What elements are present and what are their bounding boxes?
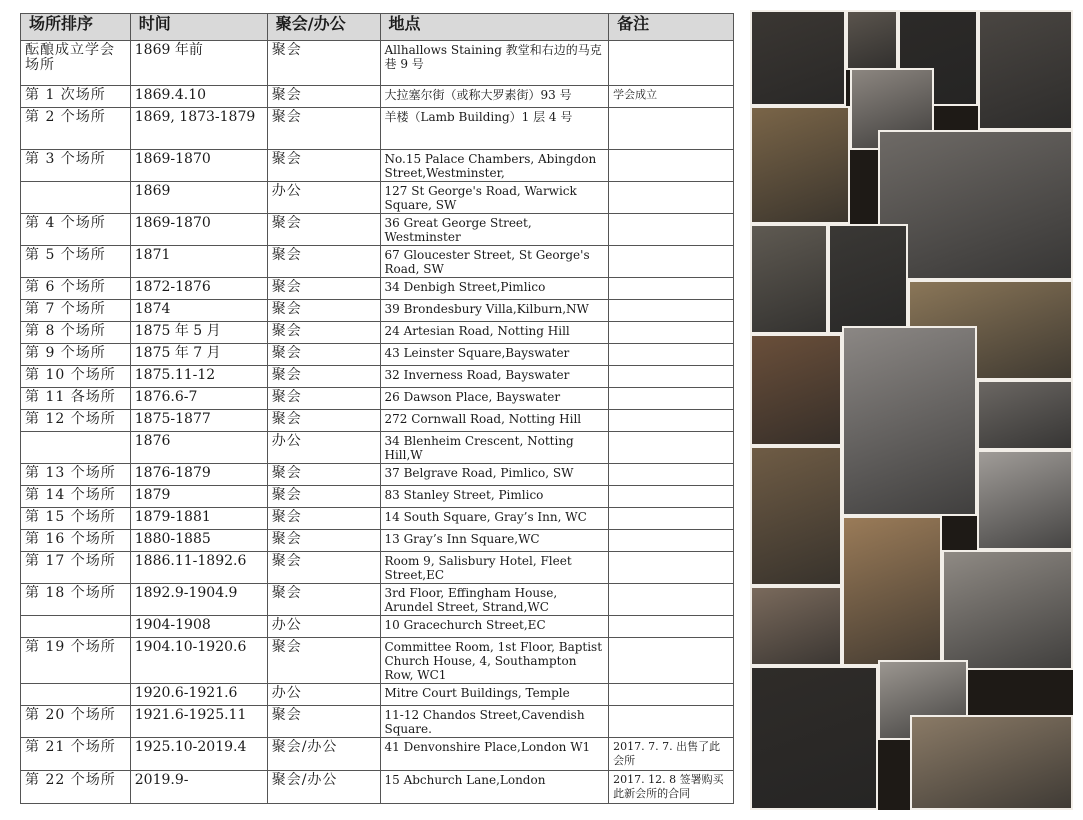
cell-note: 2017. 12. 8 签署购买此新会所的合同 [609,771,734,804]
cell-address: 43 Leinster Square,Bayswater [380,344,609,366]
table-row [21,41,734,86]
cell-time: 1876 [130,432,267,464]
cell-address: Allhallows Staining 教堂和右边的马克巷 9 号 [380,41,609,86]
table-row [21,771,734,804]
cell-order: 第 19 个场所 [21,638,131,684]
cell-time: 1869 [130,182,267,214]
sepia-street-photo [750,446,842,586]
cell-address: 10 Gracechurch Street,EC [380,616,609,638]
cell-kind: 办公 [267,616,380,638]
cell-note [609,300,734,322]
cell-note [609,344,734,366]
cell-note [609,410,734,432]
table-row [21,738,734,771]
cell-order: 第 4 个场所 [21,214,131,246]
cell-time: 1904.10-1920.6 [130,638,267,684]
cell-order: 第 6 个场所 [21,278,131,300]
brick-building-painting [750,334,842,446]
cell-kind: 聚会 [267,41,380,86]
header-kind: 聚会/办公 [267,14,380,41]
cell-kind: 聚会 [267,150,380,182]
cell-note: 学会成立 [609,86,734,108]
cell-kind: 聚会 [267,584,380,616]
terrace-street-photo [977,380,1073,450]
cell-address: 24 Artesian Road, Notting Hill [380,322,609,344]
photo-collage [750,10,1073,810]
cell-kind: 聚会 [267,108,380,150]
cell-time: 1871 [130,246,267,278]
hall-interior-photo [977,450,1073,550]
cell-note [609,182,734,214]
cell-kind: 聚会 [267,246,380,278]
cell-note [609,584,734,616]
cell-note [609,638,734,684]
cell-kind: 聚会 [267,300,380,322]
cell-kind: 办公 [267,432,380,464]
cell-address: 大拉塞尔街（或称大罗素街）93 号 [380,86,609,108]
cell-kind: 聚会 [267,508,380,530]
cell-time: 1875 年 5 月 [130,322,267,344]
cell-kind: 聚会 [267,486,380,508]
cell-note [609,366,734,388]
cell-time: 1874 [130,300,267,322]
cell-note [609,508,734,530]
cell-time: 1880-1885 [130,530,267,552]
cell-kind: 聚会 [267,388,380,410]
library-reading-room-photo [978,10,1073,130]
header-address: 地点 [380,14,609,41]
table-row [21,616,734,638]
meeting-room-photo [942,550,1073,670]
cell-kind: 聚会 [267,530,380,552]
cell-time: 1920.6-1921.6 [130,684,267,706]
cell-order: 第 12 个场所 [21,410,131,432]
cell-address: 272 Cornwall Road, Notting Hill [380,410,609,432]
table-header-row [21,14,734,41]
cell-address: 34 Blenheim Crescent, Notting Hill,W [380,432,609,464]
table-row [21,182,734,214]
cell-note [609,486,734,508]
cell-time: 1892.9-1904.9 [130,584,267,616]
cell-order: 第 11 各场所 [21,388,131,410]
cell-address: 3rd Floor, Effingham House, Arundel Street, Strand,WC [380,584,609,616]
table-row [21,552,734,584]
cell-order: 第 13 个场所 [21,464,131,486]
cell-time: 1869-1870 [130,214,267,246]
cell-note [609,552,734,584]
table-row [21,508,734,530]
cell-order: 第 9 个场所 [21,344,131,366]
cell-kind: 聚会 [267,366,380,388]
cell-order: 第 8 个场所 [21,322,131,344]
cell-address: 14 South Square, Gray’s Inn, WC [380,508,609,530]
table-row [21,344,734,366]
cell-kind: 聚会 [267,278,380,300]
cell-time: 1921.6-1925.11 [130,706,267,738]
cell-note [609,108,734,150]
cell-address: 83 Stanley Street, Pimlico [380,486,609,508]
cell-order: 第 20 个场所 [21,706,131,738]
cell-time: 1869 年前 [130,41,267,86]
cell-address: 39 Brondesbury Villa,Kilburn,NW [380,300,609,322]
cell-address: Mitre Court Buildings, Temple [380,684,609,706]
cell-note [609,322,734,344]
cell-kind: 聚会 [267,322,380,344]
cell-note [609,706,734,738]
cell-address: Committee Room, 1st Floor, Baptist Church House, 4, Southampton Row, WC1 [380,638,609,684]
cell-time: 1879 [130,486,267,508]
table-row [21,432,734,464]
cell-address: 36 Great George Street, Westminster [380,214,609,246]
cell-order [21,684,131,706]
cell-time: 1904-1908 [130,616,267,638]
portrait-bust-photo [846,10,898,70]
cell-address: 11-12 Chandos Street,Cavendish Square. [380,706,609,738]
cell-time: 2019.9- [130,771,267,804]
reading-room-color-photo [750,586,842,666]
table-row [21,584,734,616]
cell-address: 127 St George's Road, Warwick Square, SW [380,182,609,214]
cell-note [609,684,734,706]
cell-kind: 聚会/办公 [267,738,380,771]
bookshop-sepia-photo [910,715,1073,810]
cell-order: 第 7 个场所 [21,300,131,322]
cell-address: 34 Denbigh Street,Pimlico [380,278,609,300]
table-row [21,464,734,486]
cell-order: 第 1 次场所 [21,86,131,108]
cell-order: 第 16 个场所 [21,530,131,552]
cell-address: 67 Gloucester Street, St George's Road, SW [380,246,609,278]
cell-time: 1886.11-1892.6 [130,552,267,584]
table-row [21,706,734,738]
table-row [21,388,734,410]
cell-order: 第 22 个场所 [21,771,131,804]
cell-note [609,278,734,300]
office-block-color-photo [842,516,942,666]
header-time: 时间 [130,14,267,41]
cell-time: 1875 年 7 月 [130,344,267,366]
cell-address: 26 Dawson Place, Bayswater [380,388,609,410]
table-row [21,246,734,278]
cell-note: 2017. 7. 7. 出售了此会所 [609,738,734,771]
table-row [21,214,734,246]
cell-time: 1869, 1873-1879 [130,108,267,150]
cell-note [609,530,734,552]
cell-kind: 办公 [267,182,380,214]
table-row [21,638,734,684]
venue-table [20,13,734,804]
cell-order: 第 5 个场所 [21,246,131,278]
cell-kind: 聚会 [267,214,380,246]
table-row [21,684,734,706]
cell-note [609,432,734,464]
table-body [21,41,734,804]
cell-kind: 聚会 [267,706,380,738]
cell-order [21,432,131,464]
cell-address: 13 Gray’s Inn Square,WC [380,530,609,552]
cell-time: 1925.10-2019.4 [130,738,267,771]
table-row [21,366,734,388]
cell-address: 37 Belgrave Road, Pimlico, SW [380,464,609,486]
cell-note [609,388,734,410]
cell-order [21,616,131,638]
cell-time: 1876.6-7 [130,388,267,410]
cell-address: 15 Abchurch Lane,London [380,771,609,804]
cell-kind: 聚会 [267,344,380,366]
cell-order: 第 15 个场所 [21,508,131,530]
cell-kind: 聚会 [267,86,380,108]
cell-time: 1876-1879 [130,464,267,486]
cell-kind: 聚会 [267,464,380,486]
header-note: 备注 [609,14,734,41]
cell-order: 第 18 个场所 [21,584,131,616]
table-row [21,486,734,508]
cell-note [609,464,734,486]
cell-time: 1869.4.10 [130,86,267,108]
cell-order [21,182,131,214]
cell-note [609,246,734,278]
sepia-building-drawing [750,106,850,224]
cell-time: 1879-1881 [130,508,267,530]
cell-kind: 办公 [267,684,380,706]
cell-kind: 聚会 [267,410,380,432]
victorian-facade-photo [842,326,977,516]
table-row [21,150,734,182]
cell-note [609,41,734,86]
library-shelves-photo [750,666,878,810]
cell-order: 第 14 个场所 [21,486,131,508]
cell-note [609,214,734,246]
cell-address: 41 Denvonshire Place,London W1 [380,738,609,771]
interior-office-photo [750,10,846,106]
cell-order: 酝酿成立学会场所 [21,41,131,86]
gothic-building-painting [750,224,828,334]
cell-kind: 聚会 [267,552,380,584]
cell-time: 1875.11-12 [130,366,267,388]
cell-address: No.15 Palace Chambers, Abingdon Street,Westminster, [380,150,609,182]
hallway-interior-photo [828,224,908,334]
table-row [21,530,734,552]
cell-order: 第 2 个场所 [21,108,131,150]
header-order: 场所排序 [21,14,131,41]
cell-kind: 聚会 [267,638,380,684]
cell-time: 1872-1876 [130,278,267,300]
cell-time: 1875-1877 [130,410,267,432]
cell-kind: 聚会/办公 [267,771,380,804]
table-row [21,300,734,322]
cell-order: 第 3 个场所 [21,150,131,182]
cell-order: 第 10 个场所 [21,366,131,388]
cell-note [609,616,734,638]
cell-address: 羊楼（Lamb Building）1 层 4 号 [380,108,609,150]
table-row [21,410,734,432]
cell-address: 32 Inverness Road, Bayswater [380,366,609,388]
table-row [21,322,734,344]
cell-order: 第 17 个场所 [21,552,131,584]
table-row [21,278,734,300]
cell-note [609,150,734,182]
cell-time: 1869-1870 [130,150,267,182]
venue-table-container [20,13,734,804]
table-row [21,86,734,108]
cell-order: 第 21 个场所 [21,738,131,771]
table-row [21,108,734,150]
cell-address: Room 9, Salisbury Hotel, Fleet Street,EC [380,552,609,584]
